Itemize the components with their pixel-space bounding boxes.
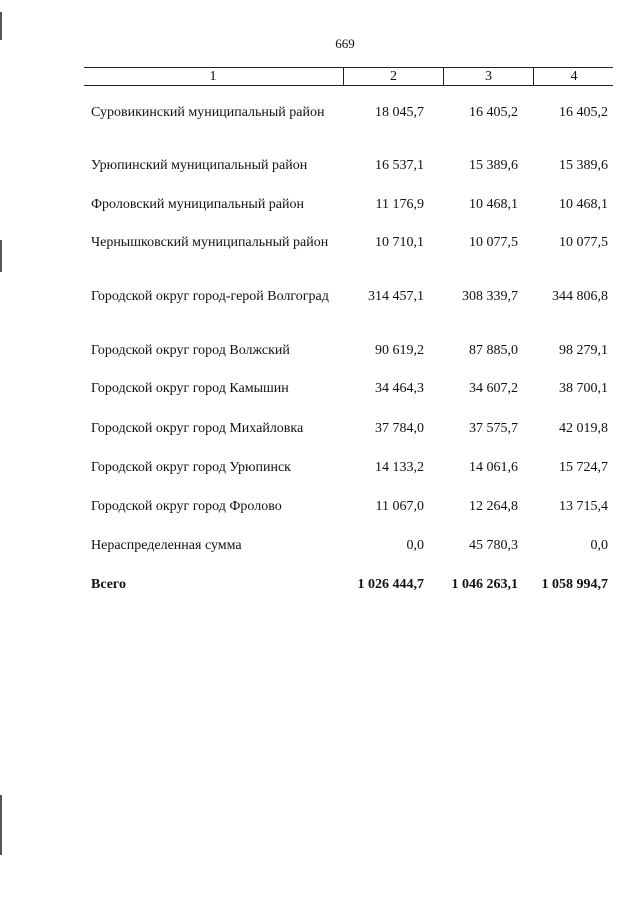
row-value-col4: 15 389,6 — [559, 158, 608, 173]
row-value-col2: 314 457,1 — [368, 289, 424, 304]
row-value-col4: 13 715,4 — [559, 499, 608, 514]
row-value-col2: 34 464,3 — [375, 381, 424, 396]
row-value-col3: 10 468,1 — [469, 197, 518, 212]
row-value-col2: 11 067,0 — [375, 499, 424, 514]
row-value-col2: 14 133,2 — [375, 460, 424, 475]
scan-edge-mark — [0, 795, 2, 855]
row-value-col3: 87 885,0 — [469, 343, 518, 358]
row-name: Суровикинский муниципальный район — [91, 105, 325, 120]
row-value-col2: 18 045,7 — [375, 105, 424, 120]
row-value-col3: 12 264,8 — [469, 499, 518, 514]
row-value-col4: 38 700,1 — [559, 381, 608, 396]
row-value-col2: 90 619,2 — [375, 343, 424, 358]
row-name: Урюпинский муниципальный район — [91, 158, 308, 173]
row-value-col3: 37 575,7 — [469, 421, 518, 436]
row-value-col4: 15 724,7 — [559, 460, 608, 475]
row-value-col3: 14 061,6 — [469, 460, 518, 475]
row-value-col4: 10 468,1 — [559, 197, 608, 212]
row-value-col2: 11 176,9 — [375, 197, 424, 212]
header-col-3: 3 — [443, 68, 533, 85]
row-value-col4: 10 077,5 — [559, 235, 608, 250]
row-value-col2: 10 710,1 — [375, 235, 424, 250]
row-name: Чернышковский муниципальный район — [91, 235, 329, 250]
row-name: Городской округ город-герой Волгоград — [91, 289, 329, 304]
table-header — [84, 67, 613, 86]
row-name: Городской округ город Урюпинск — [91, 460, 291, 475]
row-name: Нераспределенная сумма — [91, 538, 242, 553]
header-col-2: 2 — [343, 68, 443, 85]
row-value-col4: 16 405,2 — [559, 105, 608, 120]
total-value-col4: 1 058 994,7 — [541, 577, 608, 592]
total-label: Всего — [91, 577, 126, 592]
page-number: 669 — [335, 36, 355, 51]
scan-edge-mark — [0, 12, 2, 40]
row-value-col3: 308 339,7 — [462, 289, 518, 304]
row-value-col3: 15 389,6 — [469, 158, 518, 173]
total-value-col3: 1 046 263,1 — [451, 577, 518, 592]
row-value-col3: 10 077,5 — [469, 235, 518, 250]
row-value-col4: 0,0 — [590, 538, 608, 553]
header-col-4: 4 — [533, 68, 614, 85]
row-name: Городской округ город Камышин — [91, 381, 289, 396]
row-value-col2: 16 537,1 — [375, 158, 424, 173]
row-name: Фроловский муниципальный район — [91, 197, 305, 212]
header-col-1: 1 — [209, 69, 217, 84]
scan-edge-mark — [0, 240, 2, 272]
row-value-col2: 0,0 — [406, 538, 424, 553]
row-name: Городской округ город Фролово — [91, 499, 282, 514]
row-value-col4: 344 806,8 — [552, 289, 608, 304]
row-name: Городской округ город Волжский — [91, 343, 290, 358]
row-name: Городской округ город Михайловка — [91, 421, 304, 436]
row-value-col3: 45 780,3 — [469, 538, 518, 553]
row-value-col3: 16 405,2 — [469, 105, 518, 120]
row-value-col4: 42 019,8 — [559, 421, 608, 436]
total-value-col2: 1 026 444,7 — [357, 577, 424, 592]
row-value-col3: 34 607,2 — [469, 381, 518, 396]
row-value-col2: 37 784,0 — [375, 421, 424, 436]
row-value-col4: 98 279,1 — [559, 343, 608, 358]
